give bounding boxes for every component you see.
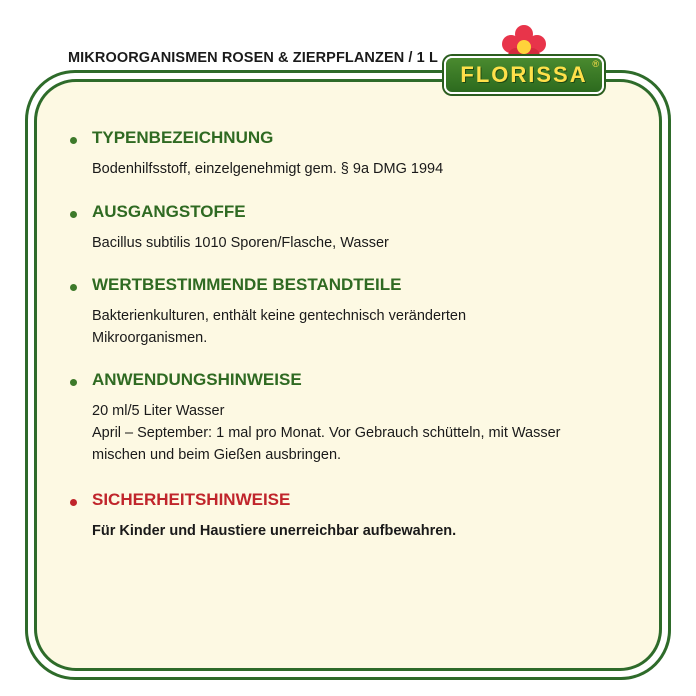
body-line: mischen und beim Gießen ausbringen. bbox=[92, 447, 342, 463]
section-anwendungshinweise bbox=[68, 370, 648, 466]
section-heading: WERTBESTIMMENDE BESTANDTEILE bbox=[92, 275, 402, 294]
section-sicherheitshinweise bbox=[68, 490, 648, 542]
body-line: Bakterienkulturen, enthält keine gentechnisch veränderten bbox=[92, 308, 467, 324]
section-body bbox=[92, 158, 648, 180]
logo-brand-text: FLORISSA bbox=[460, 62, 588, 87]
body-line: Bacillus subtilis 1010 Sporen/Flasche, Wasser bbox=[92, 235, 389, 251]
section-header bbox=[68, 128, 648, 152]
bullet-icon bbox=[70, 137, 77, 144]
section-header bbox=[68, 490, 648, 514]
warning-bullet-icon bbox=[70, 499, 77, 506]
section-header bbox=[68, 370, 648, 394]
product-title: MIKROORGANISMEN ROSEN & ZIERPFLANZEN / 1 L bbox=[68, 50, 438, 66]
body-line: Mikroorganismen. bbox=[92, 330, 208, 346]
section-heading: TYPENBEZEICHNUNG bbox=[92, 128, 274, 147]
section-body bbox=[92, 400, 648, 466]
section-body bbox=[92, 305, 648, 349]
florissa-logo bbox=[440, 22, 610, 102]
section-body bbox=[92, 520, 648, 542]
logo-badge bbox=[444, 56, 604, 94]
section-wertbestimmende-bestandteile bbox=[68, 275, 648, 349]
body-line: Für Kinder und Haustiere unerreichbar aufbewahren. bbox=[92, 523, 457, 539]
body-line: 20 ml/5 Liter Wasser bbox=[92, 403, 225, 419]
bullet-icon bbox=[70, 379, 77, 386]
flower-center bbox=[517, 40, 531, 54]
section-heading: AUSGANGSTOFFE bbox=[92, 202, 246, 221]
section-typenbezeichnung bbox=[68, 128, 648, 180]
body-line: April – September: 1 mal pro Monat. Vor Gebrauch schütteln, mit Wasser bbox=[92, 425, 561, 441]
section-ausgangstoffe bbox=[68, 202, 648, 254]
section-heading: SICHERHEITSHINWEISE bbox=[92, 490, 291, 509]
info-content bbox=[68, 128, 648, 542]
section-heading: ANWENDUNGSHINWEISE bbox=[92, 370, 302, 389]
registered-mark: ® bbox=[592, 59, 599, 69]
body-line: Bodenhilfsstoff, einzelgenehmigt gem. § 9a DMG 1994 bbox=[92, 161, 444, 177]
section-header bbox=[68, 275, 648, 299]
bullet-icon bbox=[70, 284, 77, 291]
bullet-icon bbox=[70, 211, 77, 218]
section-header bbox=[68, 202, 648, 226]
section-body bbox=[92, 232, 648, 254]
